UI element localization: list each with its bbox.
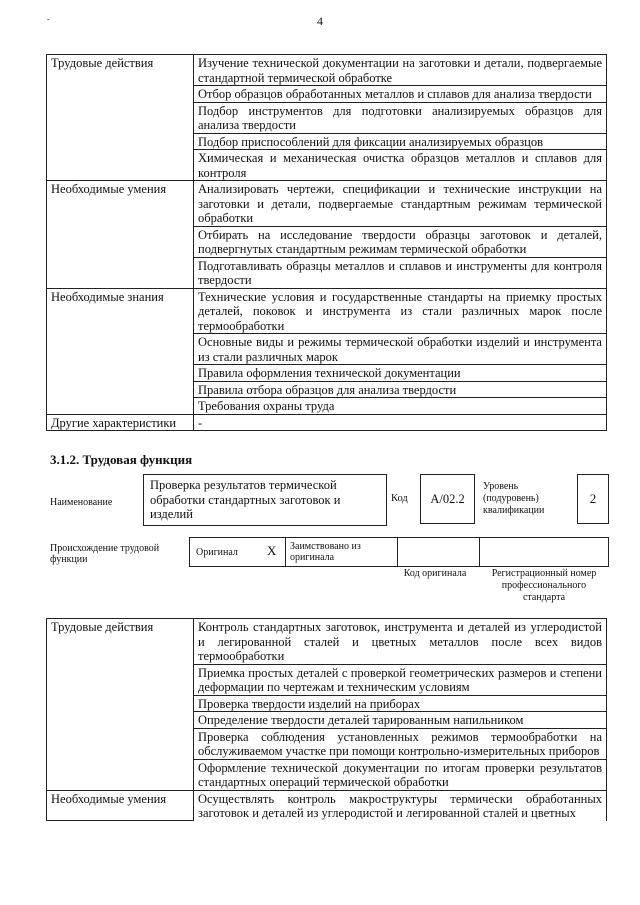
table-cell: Осуществлять контроль макроструктуры термически обработанных заготовок и деталей из углеродистой и легированной сталей и цветных xyxy=(194,790,607,821)
row-label: Другие характеристики xyxy=(47,414,194,431)
table-row xyxy=(47,414,607,431)
table-cell: Приемка простых деталей с проверкой геометрических размеров и степени деформации по чертежам и техническим условиям xyxy=(194,664,607,695)
table-cell: - xyxy=(194,414,607,431)
function-code: А/02.2 xyxy=(420,474,475,524)
row-label: Необходимые умения xyxy=(47,181,194,289)
table-cell: Определение твердости деталей тарированным напильником xyxy=(194,712,607,729)
table-row xyxy=(47,619,607,665)
qualification-level: 2 xyxy=(577,474,609,524)
reg-number-label: Регистрационный номер профессионального стандарта xyxy=(491,568,597,603)
table-cell: Изучение технической документации на заготовки и детали, подвергаемые стандартной термической обработке xyxy=(194,55,607,86)
competency-table-2 xyxy=(46,618,607,821)
divider xyxy=(285,537,286,566)
row-label: Трудовые действия xyxy=(47,619,194,791)
row-label: Необходимые умения xyxy=(47,790,194,821)
table-cell: Химическая и механическая очистка образцов металлов и сплавов для контроля xyxy=(194,150,607,181)
table-cell: Проверка твердости изделий на приборах xyxy=(194,695,607,712)
original-mark: X xyxy=(267,543,277,558)
table-cell: Требования охраны труда xyxy=(194,398,607,415)
borrowed-label: Заимствовано из оригинала xyxy=(290,541,361,563)
divider xyxy=(479,537,480,566)
function-name: Проверка результатов термической обработки стандартных заготовок и изделий xyxy=(150,478,341,521)
table-cell: Оформление технической документации по итогам проверки результатов стандартных операций термической обработки xyxy=(194,759,607,790)
table-cell: Подготавливать образцы металлов и сплавов и инструменты для контроля твердости xyxy=(194,257,607,288)
code-label: Код xyxy=(391,493,408,504)
table-row xyxy=(47,181,607,227)
table-cell: Основные виды и режимы термической обработки изделий и инструмента из стали различных марок xyxy=(194,334,607,365)
table-cell: Подбор инструментов для подготовки анализируемых образцов для анализа твердости xyxy=(194,102,607,133)
table-row xyxy=(47,288,607,334)
table-cell: Технические условия и государственные стандарты на приемку простых деталей, поковок и инструмента из стали различных марок после термообработки xyxy=(194,288,607,334)
divider xyxy=(397,537,398,566)
table-cell: Правила оформления технической документации xyxy=(194,365,607,382)
page-number: 4 xyxy=(317,14,323,28)
table-cell: Контроль стандартных заготовок, инструмента и деталей из углеродистой и легированной сталей и цветных металлов после всех видов термообработки xyxy=(194,619,607,665)
origin-box xyxy=(189,537,609,567)
table-cell: Подбор приспособлений для фиксации анализируемых образцов xyxy=(194,133,607,150)
table-row xyxy=(47,55,607,86)
table-cell: Анализировать чертежи, спецификации и технические инструкции на заготовки и детали, подвергаемые стандартным режимам термической обработки xyxy=(194,181,607,227)
row-label: Трудовые действия xyxy=(47,55,194,181)
section-heading: 3.1.2. Трудовая функция xyxy=(50,452,193,467)
name-label: Наименование xyxy=(50,497,113,508)
row-label: Необходимые знания xyxy=(47,288,194,414)
table-cell: Проверка соблюдения установленных режимов термообработки на обслуживаемом участке при помощи контрольно-измерительных приборов xyxy=(194,728,607,759)
table-cell: Правила отбора образцов для анализа твердости xyxy=(194,381,607,398)
code-original-label: Код оригинала xyxy=(403,568,467,579)
origin-label: Происхождение трудовой функции xyxy=(50,543,160,565)
original-label: Оригинал xyxy=(196,547,238,558)
level-label: Уровень (подуровень) квалификации xyxy=(483,481,545,516)
corner-mark: - xyxy=(47,15,50,24)
table-row xyxy=(47,790,607,821)
function-name-box xyxy=(143,474,387,526)
competency-table-1 xyxy=(46,54,607,431)
table-cell: Отбор образцов обработанных металлов и сплавов для анализа твердости xyxy=(194,86,607,103)
table-cell: Отбирать на исследование твердости образцы заготовок и деталей, подвергнутых стандартным режимам термической обработки xyxy=(194,226,607,257)
